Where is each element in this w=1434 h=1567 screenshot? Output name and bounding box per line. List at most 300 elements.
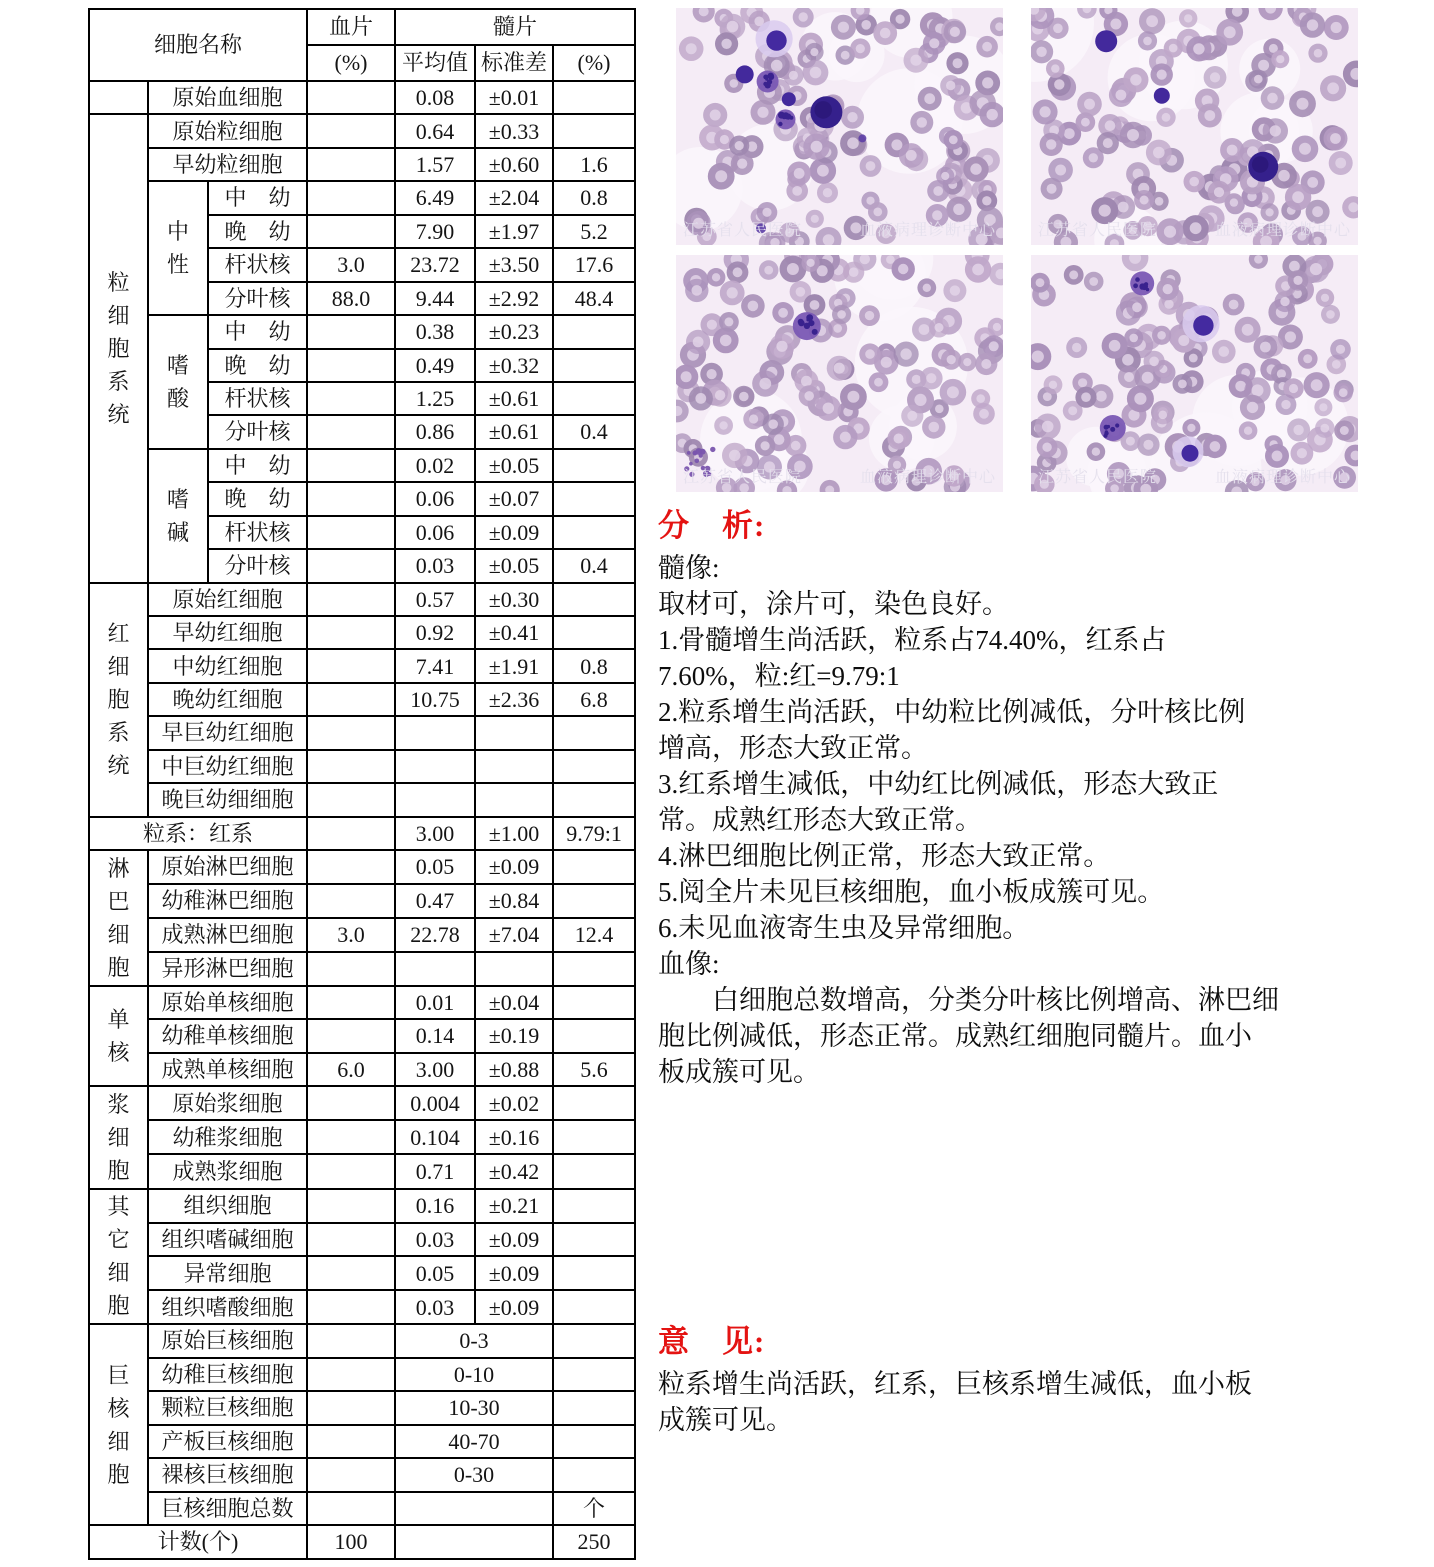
blood-smear-image-4: [1031, 255, 1358, 492]
table-row: [89, 616, 635, 649]
table-cell: [307, 148, 395, 181]
table-cell: 嗜碱: [148, 449, 208, 583]
table-cell: ±0.41: [475, 616, 553, 649]
report-text-line: 粒系增生尚活跃，红系，巨核系增生减低，血小板: [658, 1369, 1252, 1399]
watermark-diagnosis-center: 血液病理诊断中心: [1214, 469, 1351, 486]
table-cell: 0.16: [395, 1189, 475, 1223]
table-cell: [307, 315, 395, 348]
table-cell: [553, 716, 635, 749]
table-cell: 0.8: [553, 649, 635, 682]
table-cell: 早幼红细胞: [148, 616, 307, 649]
table-cell: [307, 952, 395, 986]
table-cell: [553, 114, 635, 147]
report-text-line: 2.粒系增生尚活跃，中幼粒比例减低，分叶核比例: [658, 697, 1246, 727]
table-cell: 0.38: [395, 315, 475, 348]
table-cell: [553, 1154, 635, 1188]
table-cell: 17.6: [553, 248, 635, 281]
table-cell: ±3.50: [475, 248, 553, 281]
table-cell: [307, 716, 395, 749]
table-cell: 40-70: [395, 1425, 553, 1458]
table-cell: ±0.60: [475, 148, 553, 181]
table-cell: [553, 1425, 635, 1458]
table-cell: [307, 1425, 395, 1458]
table-cell: 嗜酸: [148, 315, 208, 449]
table-cell: ±0.61: [475, 382, 553, 415]
table-cell: ±0.02: [475, 1086, 553, 1120]
table-cell: ±2.92: [475, 282, 553, 315]
table-cell: 0.4: [553, 549, 635, 582]
table-cell: 0.03: [395, 1290, 475, 1324]
table-cell: 杆状核: [208, 382, 307, 415]
report-text-line: 板成簇可见。: [658, 1057, 820, 1087]
table-row: [89, 449, 635, 482]
table-cell: 0.92: [395, 616, 475, 649]
table-cell: [307, 181, 395, 214]
table-cell: 幼稚浆细胞: [148, 1120, 307, 1154]
table-cell: [553, 81, 635, 114]
column-header-std: 标准差: [475, 45, 553, 81]
table-cell: [395, 1492, 553, 1525]
table-cell: 5.6: [553, 1053, 635, 1086]
table-cell: ±0.61: [475, 415, 553, 448]
table-cell: ±0.09: [475, 850, 553, 884]
table-cell: [553, 986, 635, 1019]
opinion-lines: [658, 1366, 1432, 1438]
table-cell: 幼稚巨核细胞: [148, 1358, 307, 1391]
table-cell: 10-30: [395, 1391, 553, 1424]
table-cell: ±0.07: [475, 482, 553, 515]
table-cell: [553, 884, 635, 918]
table-cell: [307, 415, 395, 448]
micrograph-bottom-right: [1031, 255, 1358, 492]
table-cell: 组织嗜碱细胞: [148, 1223, 307, 1257]
table-cell: [307, 986, 395, 1019]
table-cell: 0.06: [395, 482, 475, 515]
table-row: [89, 583, 635, 616]
table-cell: 原始单核细胞: [148, 986, 307, 1019]
table-cell: [307, 349, 395, 382]
table-cell: 0-30: [395, 1458, 553, 1491]
table-cell: ±0.19: [475, 1019, 553, 1052]
table-row: [89, 315, 635, 348]
table-cell: ±0.05: [475, 449, 553, 482]
table-row: [89, 1120, 635, 1154]
table-cell: 0.05: [395, 1256, 475, 1290]
table-cell: 早幼粒细胞: [148, 148, 307, 181]
analysis-lines: [658, 550, 1432, 1090]
table-cell: 原始巨核细胞: [148, 1324, 307, 1357]
table-cell: 1.57: [395, 148, 475, 181]
table-cell: [553, 1256, 635, 1290]
table-cell: [553, 1189, 635, 1223]
table-cell: 其它细胞: [89, 1189, 148, 1325]
analysis-title: 分 析:: [658, 508, 766, 543]
table-cell: 红细胞系统: [89, 583, 148, 817]
table-cell: ±0.32: [475, 349, 553, 382]
report-text-line: 5.阅全片未见巨核细胞，血小板成簇可见。: [658, 877, 1165, 907]
table-cell: ±0.16: [475, 1120, 553, 1154]
table-row: [89, 114, 635, 147]
table-cell: ±0.33: [475, 114, 553, 147]
table-cell: [553, 1391, 635, 1424]
table-cell: ±0.04: [475, 986, 553, 1019]
table-cell: 0.71: [395, 1154, 475, 1188]
table-cell: 0.08: [395, 81, 475, 114]
table-cell: ±1.00: [475, 817, 553, 850]
table-cell: 22.78: [395, 918, 475, 952]
table-cell: [553, 850, 635, 884]
watermark-hospital: 江苏省人民医院: [1038, 469, 1158, 486]
table-cell: 0.06: [395, 516, 475, 549]
table-cell: ±0.09: [475, 1290, 553, 1324]
table-cell: [553, 952, 635, 986]
table-cell: [307, 482, 395, 515]
table-cell: [475, 716, 553, 749]
table-row: [89, 783, 635, 816]
table-cell: 裸核巨核细胞: [148, 1458, 307, 1491]
table-row: [89, 1391, 635, 1424]
report-text-line: 白细胞总数增高，分类分叶核比例增高、淋巴细: [658, 985, 1279, 1015]
table-cell: [553, 349, 635, 382]
table-cell: 中巨幼红细胞: [148, 750, 307, 783]
table-cell: [307, 382, 395, 415]
column-header-mean: 平均值: [395, 45, 475, 81]
report-text-line: 7.60%，粒:红=9.79:1: [658, 661, 900, 691]
watermark-diagnosis-center: 血液病理诊断中心: [859, 222, 996, 239]
table-row: [89, 1053, 635, 1086]
table-cell: 9.44: [395, 282, 475, 315]
table-row: [89, 1324, 635, 1357]
report-text-line: 髓像:: [658, 553, 720, 583]
table-row: [89, 649, 635, 682]
table-row: [89, 1492, 635, 1525]
table-row: [89, 1223, 635, 1257]
table-cell: [553, 1290, 635, 1324]
table-cell: 晚 幼: [208, 482, 307, 515]
table-row: [89, 716, 635, 749]
table-row: [89, 1290, 635, 1324]
table-cell: 3.00: [395, 1053, 475, 1086]
table-row: [89, 81, 635, 114]
table-cell: 原始血细胞: [148, 81, 307, 114]
table-cell: ±0.09: [475, 516, 553, 549]
table-cell: 浆细胞: [89, 1086, 148, 1188]
table-cell: 3.0: [307, 918, 395, 952]
table-cell: 0.49: [395, 349, 475, 382]
column-header-cell-name: 细胞名称: [89, 9, 307, 81]
table-cell: [553, 315, 635, 348]
table-cell: [553, 1358, 635, 1391]
table-cell: 成熟单核细胞: [148, 1053, 307, 1086]
micrograph-top-left: [676, 8, 1003, 245]
table-cell: [553, 1223, 635, 1257]
table-cell: ±0.01: [475, 81, 553, 114]
table-cell: 100: [307, 1525, 395, 1559]
table-cell: [307, 449, 395, 482]
table-cell: [307, 1290, 395, 1324]
table-cell: 0.02: [395, 449, 475, 482]
table-cell: [553, 1086, 635, 1120]
table-cell: [307, 683, 395, 716]
blood-smear-image-1: [676, 8, 1003, 245]
table-row: [89, 986, 635, 1019]
table-cell: 杆状核: [208, 516, 307, 549]
table-cell: [307, 516, 395, 549]
table-cell: 异形淋巴细胞: [148, 952, 307, 986]
table-cell: [307, 215, 395, 248]
table-cell: 6.8: [553, 683, 635, 716]
report-text-line: 4.淋巴细胞比例正常，形态大致正常。: [658, 841, 1111, 871]
table-cell: 7.41: [395, 649, 475, 682]
table-cell: 幼稚淋巴细胞: [148, 884, 307, 918]
table-cell: 晚幼红细胞: [148, 683, 307, 716]
table-cell: 23.72: [395, 248, 475, 281]
table-row: [89, 1019, 635, 1052]
table-cell: [307, 783, 395, 816]
table-cell: [475, 952, 553, 986]
table-cell: [307, 1492, 395, 1525]
column-header-blood-smear: 血片: [307, 9, 395, 45]
table-cell: 1.25: [395, 382, 475, 415]
table-cell: [553, 1324, 635, 1357]
table-cell: 杆状核: [208, 248, 307, 281]
table-row: [89, 148, 635, 181]
table-cell: [395, 750, 475, 783]
table-cell: 6.0: [307, 1053, 395, 1086]
table-cell: [307, 1458, 395, 1491]
table-row: [89, 817, 635, 850]
table-cell: 0.64: [395, 114, 475, 147]
table-row: [89, 1425, 635, 1458]
table-cell: [89, 81, 148, 114]
table-cell: [307, 616, 395, 649]
watermark-diagnosis-center: 血液病理诊断中心: [1214, 222, 1351, 239]
table-cell: 0.03: [395, 1223, 475, 1257]
opinion-section: [658, 1316, 1432, 1438]
table-cell: [307, 750, 395, 783]
table-cell: 0.4: [553, 415, 635, 448]
table-header-row-1: [89, 9, 635, 45]
table-cell: [307, 583, 395, 616]
cell-table-body: [89, 81, 635, 1559]
table-cell: ±2.04: [475, 181, 553, 214]
table-cell: 中 幼: [208, 449, 307, 482]
watermark-hospital: 江苏省人民医院: [683, 469, 803, 486]
table-cell: 颗粒巨核细胞: [148, 1391, 307, 1424]
table-cell: ±0.30: [475, 583, 553, 616]
table-row: [89, 181, 635, 214]
blood-smear-image-3: [676, 255, 1003, 492]
table-cell: 0-10: [395, 1358, 553, 1391]
table-cell: 早巨幼红细胞: [148, 716, 307, 749]
report-text-line: 血像:: [658, 949, 720, 979]
table-cell: 0.01: [395, 986, 475, 1019]
table-cell: 中 幼: [208, 181, 307, 214]
table-cell: [395, 1525, 553, 1559]
table-cell: [307, 1189, 395, 1223]
table-cell: [307, 1256, 395, 1290]
table-cell: 1.6: [553, 148, 635, 181]
table-cell: [395, 783, 475, 816]
table-cell: ±7.04: [475, 918, 553, 952]
table-cell: ±0.09: [475, 1223, 553, 1257]
table-cell: 成熟浆细胞: [148, 1154, 307, 1188]
report-text-line: 常。成熟红形态大致正常。: [658, 805, 982, 835]
watermark-hospital: 江苏省人民医院: [1038, 222, 1158, 239]
table-cell: 0.8: [553, 181, 635, 214]
table-cell: 0-3: [395, 1324, 553, 1357]
table-cell: [307, 850, 395, 884]
report-text-line: 1.骨髓增生尚活跃，粒系占74.40%，红系占: [658, 625, 1167, 655]
table-cell: [553, 1019, 635, 1052]
report-text-line: 取材可，涂片可，染色良好。: [658, 589, 1009, 619]
table-cell: ±0.05: [475, 549, 553, 582]
table-cell: 分叶核: [208, 282, 307, 315]
table-row: [89, 850, 635, 884]
table-cell: 幼稚单核细胞: [148, 1019, 307, 1052]
table-cell: 0.57: [395, 583, 475, 616]
table-cell: 88.0: [307, 282, 395, 315]
report-text-line: 增高，形态大致正常。: [658, 733, 928, 763]
table-cell: 粒系：红系: [89, 817, 307, 850]
table-cell: [307, 1223, 395, 1257]
table-cell: 6.49: [395, 181, 475, 214]
table-cell: [553, 382, 635, 415]
table-cell: 5.2: [553, 215, 635, 248]
table-cell: 巨核细胞总数: [148, 1492, 307, 1525]
table-cell: 异常细胞: [148, 1256, 307, 1290]
report-text-line: 成簇可见。: [658, 1405, 793, 1435]
analysis-section: [658, 500, 1432, 1090]
table-cell: [395, 716, 475, 749]
table-cell: 粒细胞系统: [89, 114, 148, 582]
table-cell: [553, 783, 635, 816]
table-cell: 3.0: [307, 248, 395, 281]
table-cell: 组织嗜酸细胞: [148, 1290, 307, 1324]
table-cell: ±0.88: [475, 1053, 553, 1086]
table-cell: [307, 1324, 395, 1357]
table-row: [89, 918, 635, 952]
table-cell: [553, 750, 635, 783]
table-cell: ±1.91: [475, 649, 553, 682]
report-text-line: 胞比例减低，形态正常。成熟红细胞同髓片。血小: [658, 1021, 1252, 1051]
micrograph-top-right: [1031, 8, 1358, 245]
table-cell: ±0.09: [475, 1256, 553, 1290]
table-cell: 0.05: [395, 850, 475, 884]
micrograph-bottom-left: [676, 255, 1003, 492]
report-text-line: 6.未见血液寄生虫及异常细胞。: [658, 913, 1030, 943]
table-row: [89, 1189, 635, 1223]
table-cell: [307, 81, 395, 114]
table-row: [89, 1458, 635, 1491]
table-cell: [395, 952, 475, 986]
blood-smear-image-2: [1031, 8, 1358, 245]
table-cell: 组织细胞: [148, 1189, 307, 1223]
table-cell: 晚巨幼细细胞: [148, 783, 307, 816]
table-cell: [307, 1019, 395, 1052]
table-cell: 分叶核: [208, 415, 307, 448]
table-cell: 3.00: [395, 817, 475, 850]
table-cell: ±0.23: [475, 315, 553, 348]
micrograph-grid: [676, 8, 1358, 492]
table-cell: ±1.97: [475, 215, 553, 248]
table-cell: ±0.21: [475, 1189, 553, 1223]
table-cell: [553, 1458, 635, 1491]
table-cell: 原始红细胞: [148, 583, 307, 616]
table-cell: [307, 1391, 395, 1424]
table-cell: 计数(个): [89, 1525, 307, 1559]
table-cell: [475, 783, 553, 816]
table-cell: 原始浆细胞: [148, 1086, 307, 1120]
table-row: [89, 1256, 635, 1290]
table-cell: 250: [553, 1525, 635, 1559]
watermark-hospital: 江苏省人民医院: [683, 222, 803, 239]
table-cell: 晚 幼: [208, 349, 307, 382]
table-cell: [307, 549, 395, 582]
table-cell: 10.75: [395, 683, 475, 716]
table-cell: [307, 1358, 395, 1391]
table-cell: 分叶核: [208, 549, 307, 582]
column-header-blood-pct: (%): [307, 45, 395, 81]
table-cell: 原始粒细胞: [148, 114, 307, 147]
table-cell: ±0.42: [475, 1154, 553, 1188]
table-cell: [307, 1154, 395, 1188]
table-row: [89, 1086, 635, 1120]
table-cell: 12.4: [553, 918, 635, 952]
table-row: [89, 1525, 635, 1559]
table-row: [89, 750, 635, 783]
table-cell: 个: [553, 1492, 635, 1525]
table-cell: [475, 750, 553, 783]
watermark-diagnosis-center: 血液病理诊断中心: [859, 469, 996, 486]
table-cell: [553, 482, 635, 515]
column-header-marrow-smear: 髓片: [395, 9, 635, 45]
report-text-line: 3.红系增生减低，中幼红比例减低，形态大致正: [658, 769, 1219, 799]
table-cell: [307, 1120, 395, 1154]
column-header-marrow-pct: (%): [553, 45, 635, 81]
table-cell: [553, 449, 635, 482]
table-cell: 单核: [89, 986, 148, 1086]
table-row: [89, 952, 635, 986]
table-cell: [307, 1086, 395, 1120]
table-cell: 产板巨核细胞: [148, 1425, 307, 1458]
table-cell: 0.03: [395, 549, 475, 582]
table-cell: 中性: [148, 181, 208, 315]
marrow-cell-count-table: [88, 8, 636, 1560]
table-cell: 9.79:1: [553, 817, 635, 850]
table-row: [89, 884, 635, 918]
table-cell: 晚 幼: [208, 215, 307, 248]
table-cell: [307, 114, 395, 147]
table-cell: [307, 649, 395, 682]
table-row: [89, 1154, 635, 1188]
table-cell: ±0.84: [475, 884, 553, 918]
table-cell: [553, 583, 635, 616]
table-cell: 淋巴细胞: [89, 850, 148, 986]
table-cell: 巨核细胞: [89, 1324, 148, 1525]
table-row: [89, 1358, 635, 1391]
opinion-title: 意 见:: [658, 1324, 766, 1359]
table-cell: 48.4: [553, 282, 635, 315]
table-cell: 0.86: [395, 415, 475, 448]
table-cell: 7.90: [395, 215, 475, 248]
table-cell: 原始淋巴细胞: [148, 850, 307, 884]
table-cell: [553, 1120, 635, 1154]
table-cell: 成熟淋巴细胞: [148, 918, 307, 952]
table-cell: [553, 616, 635, 649]
table-cell: 0.47: [395, 884, 475, 918]
table-cell: 0.14: [395, 1019, 475, 1052]
